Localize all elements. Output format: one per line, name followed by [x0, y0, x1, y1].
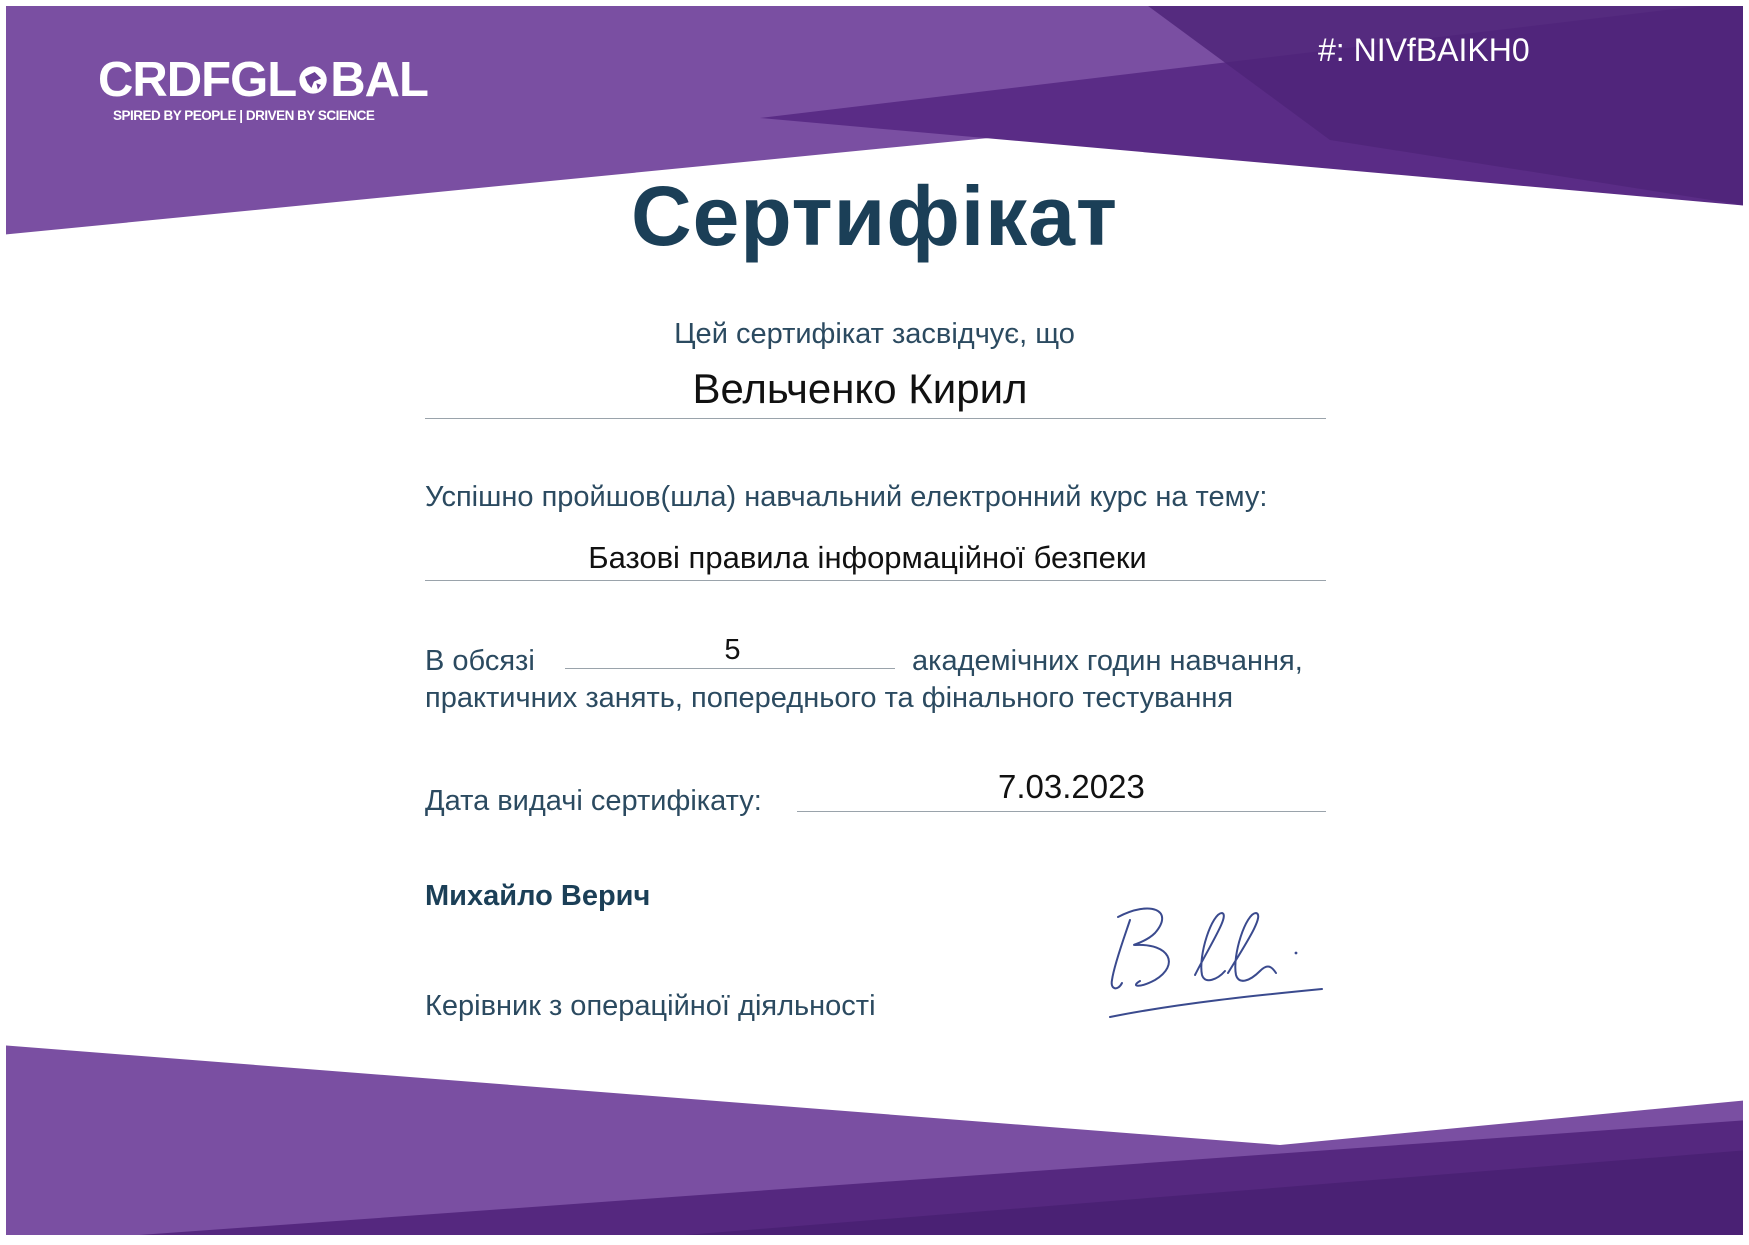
course-underline — [425, 580, 1326, 581]
logo-wordmark-prefix: CRDFGL — [98, 53, 297, 107]
logo-wordmark — [98, 52, 428, 108]
logo-wordmark-suffix: BAL — [330, 53, 428, 107]
hours-value: 5 — [724, 634, 741, 666]
course-intro-text: Успішно пройшов(шла) навчальний електронний курс на тему: — [425, 481, 1268, 513]
certificate-id: #: NIVfBAIKH0 — [1318, 32, 1530, 68]
signatory-position: Керівник з операційної діяльності — [425, 990, 876, 1022]
hours-line2: практичних занять, попереднього та фінального тестування — [425, 682, 1234, 714]
hours-prefix: В обсязі — [425, 645, 535, 677]
certificate-title: Сертифікат — [630, 169, 1119, 263]
issue-date-label: Дата видачі сертифікату: — [425, 785, 762, 817]
recipient-name: Вельченко Кирил — [692, 365, 1028, 412]
hours-underline — [565, 668, 895, 669]
intro-text: Цей сертифікат засвідчує, що — [674, 318, 1075, 350]
hours-suffix: академічних годин навчання, — [912, 645, 1303, 677]
issue-date-underline — [797, 811, 1326, 812]
signatory-name: Михайло Верич — [425, 880, 651, 912]
recipient-underline — [425, 418, 1326, 419]
globe-icon — [297, 60, 329, 100]
course-name: Базові правила інформаційної безпеки — [588, 540, 1147, 575]
logo-tagline: SPIRED BY PEOPLE | DRIVEN BY SCIENCE — [113, 108, 375, 123]
crdf-global-logo — [98, 52, 428, 123]
issue-date-value: 7.03.2023 — [998, 768, 1145, 805]
signature-image — [1100, 895, 1340, 1025]
